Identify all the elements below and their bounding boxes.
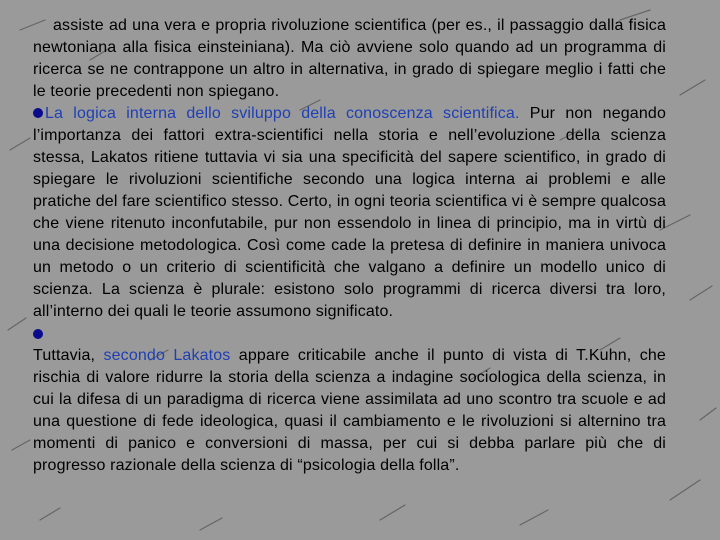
paragraph-3-text: appare criticabile anche il punto di vista di T.Kuhn, che rischia di valore ridurre la storia della scienza a indagine sociologica della scienza, in cui la difesa di un paradigma di ricerca viene assimilata ad uno scontro tra scuole e ad una questione di fede ideologica, quasi il cambiamento e le rivoluzioni si alternino tra momenti di panico e conversioni di massa, per cui si debba parlare più che di progresso razionale della scienza di “psicologia della folla”. <box>33 347 666 474</box>
paragraph-3 <box>33 345 666 477</box>
slide-text <box>33 15 666 477</box>
paragraph-3-prefix: Tuttavia, <box>33 347 104 364</box>
paragraph-2-highlight-period: . <box>514 105 520 122</box>
paragraph-3-highlight: secondo Lakatos <box>103 347 231 364</box>
bullet-icon <box>33 329 43 339</box>
paragraph-2-highlight: La logica interna dello sviluppo della conoscenza scientifica <box>45 105 515 122</box>
paragraph-2-text: Pur non negando l’importanza dei fattori extra-scientifici nella storia e nell’evoluzione della scienza stessa, Lakatos ritiene tuttavia vi sia una specificità del sapere scientifico, in grado di spiegare le rivoluzioni scientifiche secondo una logica interna ai problemi e alle pratiche del fare scientifico stesso. Certo, in ogni teoria scientifica vi è sempre qualcosa che viene ritenuto inconfutabile, pur non essendolo in linea di principio, ma in virtù di una decisione metodologica. Così come cade la pretesa di definire in maniera univoca un metodo o un criterio di scientificità che valgano a definire un modello unico di scienza. La scienza è plurale: esistono solo programmi di ricerca diversi tra loro, all’interno dei quali le teorie assumono significato. <box>33 105 667 320</box>
bullet-icon <box>33 108 43 118</box>
paragraph-1-text: assiste ad una vera e propria rivoluzione scientifica (per es., il passaggio dalla fisica newtoniana alla fisica einsteiniana). Ma ciò avviene solo quando ad un programma di ricerca se ne contrappone un altro in alternativa, in grado di spiegare meglio i fatti che le teorie precedenti non spiegano. <box>33 17 666 100</box>
paragraph-1 <box>33 15 666 103</box>
empty-bullet-line <box>33 323 666 345</box>
paragraph-2 <box>33 103 666 323</box>
